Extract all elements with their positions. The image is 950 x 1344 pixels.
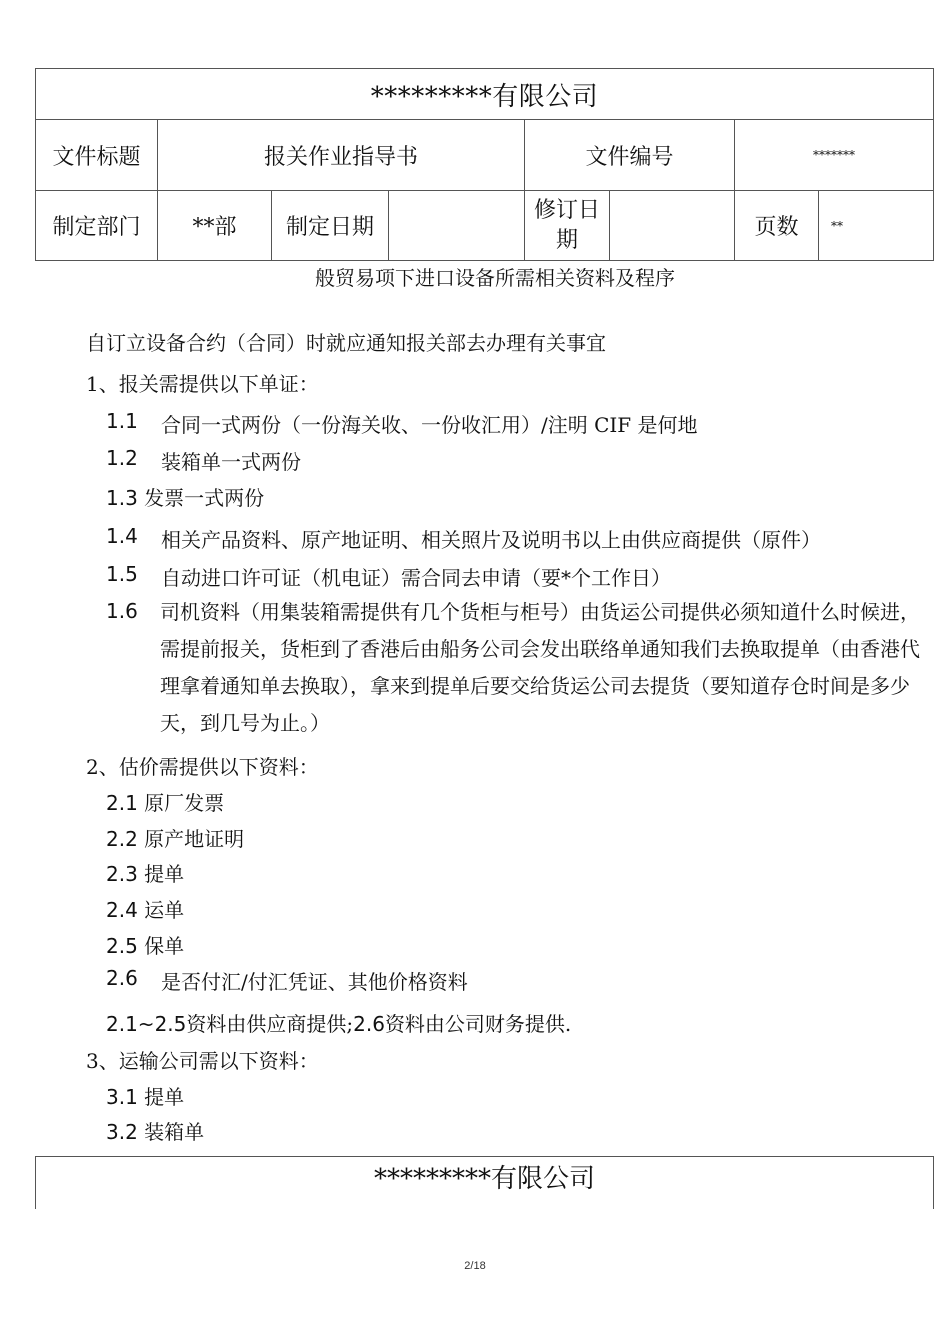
page-number: 2/18 <box>464 1260 486 1272</box>
item-number: 2.5 <box>106 934 138 958</box>
dept-value: **部 <box>158 191 272 261</box>
date-label: 制定日期 <box>272 191 389 261</box>
list-item <box>106 966 468 994</box>
item-text: 相关产品资料、原产地证明、相关照片及说明书以上由供应商提供（原件） <box>161 528 821 552</box>
list-item <box>106 562 671 590</box>
list-item <box>106 446 301 474</box>
list-item <box>106 409 698 437</box>
item-number: 2.1 <box>106 791 138 815</box>
list-item <box>106 787 224 816</box>
list-item <box>106 823 244 852</box>
item-number: 1.3 <box>106 486 138 510</box>
item-number: 3.2 <box>106 1120 138 1144</box>
item-text: 是否付汇/付汇凭证、其他价格资料 <box>161 970 468 994</box>
file-code-label: 文件编号 <box>525 120 735 191</box>
item-text: 发票一式两份 <box>144 486 265 510</box>
item-number: 1.1 <box>106 409 138 433</box>
file-title-label: 文件标题 <box>36 120 158 191</box>
list-item <box>106 930 184 959</box>
item-number: 3.1 <box>106 1085 138 1109</box>
date-value <box>389 191 525 261</box>
section-3-title: 3、运输公司需以下资料： <box>86 1049 319 1073</box>
section-2-note <box>106 1008 571 1037</box>
list-item <box>106 858 184 887</box>
pages-label: 页数 <box>735 191 819 261</box>
dept-label: 制定部门 <box>36 191 158 261</box>
item-number: 1.2 <box>106 446 138 470</box>
list-item <box>106 1116 204 1145</box>
item-text: 合同一式两份（一份海关收、一份收汇用）/注明 CIF 是何地 <box>161 413 698 437</box>
item-text: 运单 <box>144 898 185 922</box>
item-number-text: 1.6 <box>106 599 138 623</box>
item-number <box>106 599 138 623</box>
item-text: 提单 <box>144 1085 185 1109</box>
item-text: 自动进口许可证（机电证）需合同去申请（要*个工作日） <box>161 566 671 590</box>
item-number: 2.2 <box>106 827 138 851</box>
note-range: 2.6 <box>353 1012 385 1036</box>
item-number: 2.4 <box>106 898 138 922</box>
note-text: 资料由供应商提供; <box>186 1012 354 1036</box>
company-name: *********有限公司 <box>36 69 934 120</box>
item-text: 原厂发票 <box>144 791 225 815</box>
file-code-value: ******* <box>735 120 934 191</box>
revision-date-value <box>610 191 735 261</box>
section-2-title: 2、估价需提供以下资料： <box>86 755 319 779</box>
item-number: 1.4 <box>106 524 138 548</box>
list-item <box>106 482 264 511</box>
next-page-header: *********有限公司 <box>35 1156 934 1209</box>
note-text: 资料由公司财务提供. <box>384 1012 572 1036</box>
section-1-title: 1、报关需提供以下单证： <box>86 372 319 396</box>
item-number: 1.5 <box>106 562 138 586</box>
file-title-value: 报关作业指导书 <box>158 120 525 191</box>
item-number: 2.3 <box>106 862 138 886</box>
revision-date-label: 修订日期 <box>525 191 610 261</box>
item-text: 装箱单一式两份 <box>161 450 301 474</box>
note-range: 2.1~2.5 <box>106 1012 187 1036</box>
pages-value: ** <box>819 191 934 261</box>
list-item <box>106 1081 184 1110</box>
item-text: 提单 <box>144 862 185 886</box>
item-text: 保单 <box>144 934 185 958</box>
item-text: 原产地证明 <box>144 827 245 851</box>
list-item <box>106 524 821 552</box>
document-header-table <box>35 68 934 261</box>
item-number: 2.6 <box>106 966 138 990</box>
item-text-paragraph: 司机资料（用集装箱需提供有几个货柜与柜号）由货运公司提供必须知道什么时候进，需提前报关，货柜到了香港后由船务公司会发出联络单通知我们去换取提单（由香港代理拿着通知单去换取），拿来到提单后要交给货运公司去提货（要知道存仓时间是多少天，到几号为止。） <box>160 600 920 735</box>
item-text: 装箱单 <box>144 1120 205 1144</box>
document-heading: 般贸易项下进口设备所需相关资料及程序 <box>315 266 675 290</box>
intro-line: 自订立设备合约（合同）时就应通知报关部去办理有关事宜 <box>86 331 606 355</box>
list-item <box>106 894 184 923</box>
